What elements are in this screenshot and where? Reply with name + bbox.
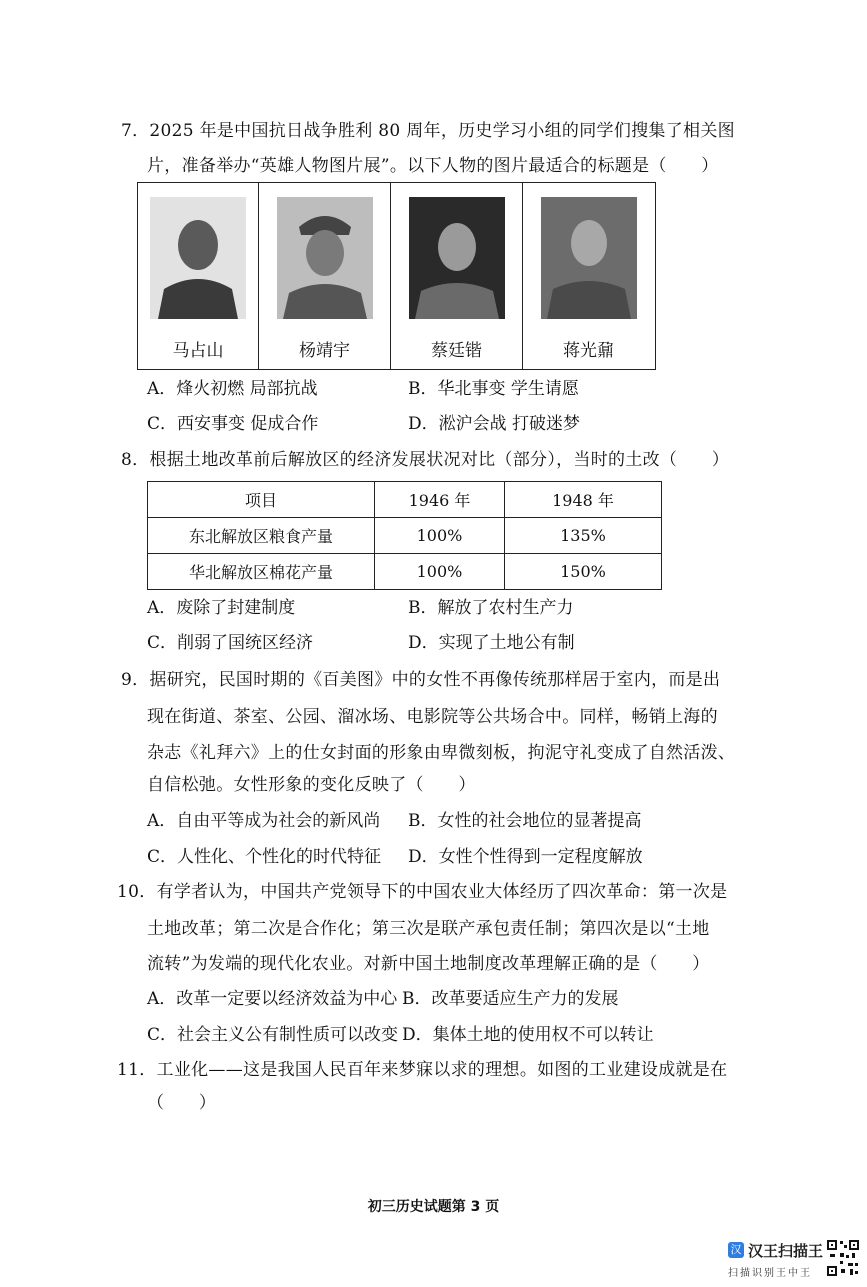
watermark-title: 汉王扫描王: [748, 1242, 824, 1260]
q7-option-c[interactable]: C．西安事变 促成合作: [147, 414, 319, 434]
portrait-photo-2: [277, 197, 373, 319]
table-cell: 100%: [375, 554, 505, 590]
page-footer: 初三历史试题第 3 页: [367, 1199, 500, 1215]
q9-stem-line4: 自信松弛。女性形象的变化反映了（ ）: [147, 775, 476, 795]
portrait-photo-4: [541, 197, 637, 319]
q9-option-a[interactable]: A．自由平等成为社会的新风尚: [147, 811, 381, 831]
person-name-2: 杨靖宇: [299, 341, 350, 361]
q7-photo-table: [137, 182, 656, 370]
q7-stem-line2: 片，准备举办“英雄人物图片展”。以下人物的图片最适合的标题是（ ）: [147, 156, 719, 176]
scanner-logo-icon: 汉: [728, 1242, 744, 1258]
q8-stem-line1: 8．根据土地改革前后解放区的经济发展状况对比（部分），当时的土改（ ）: [121, 450, 730, 470]
portrait-photo-1: [150, 197, 246, 319]
table-row: [148, 554, 662, 590]
person-name-4: 蒋光鼐: [563, 341, 614, 361]
q7-option-a[interactable]: A．烽火初燃 局部抗战: [147, 379, 318, 399]
q9-stem-line2: 现在街道、茶室、公园、溜冰场、电影院等公共场合中。同样，畅销上海的: [147, 707, 718, 727]
q9-stem-line3: 杂志《礼拜六》上的仕女封面的形象由卑微刻板，拘泥守礼变成了自然活泼、: [147, 743, 736, 763]
q7-option-b[interactable]: B．华北事变 学生请愿: [408, 379, 579, 399]
person-name-3: 蔡廷锴: [431, 341, 482, 361]
q9-option-d[interactable]: D．女性个性得到一定程度解放: [408, 847, 643, 867]
photo-cell-4: [523, 183, 654, 369]
q10-stem-line2: 土地改革；第二次是合作化；第三次是联产承包责任制；第四次是以“土地: [147, 919, 710, 939]
q8-option-c[interactable]: C．削弱了国统区经济: [147, 633, 314, 653]
table-header-cell: 项目: [148, 482, 375, 518]
person-name-1: 马占山: [172, 341, 224, 361]
q9-stem-line1: 9．据研究，民国时期的《百美图》中的女性不再像传统那样居于室内，而是出: [121, 670, 721, 690]
qr-code-icon: [826, 1239, 860, 1277]
portrait-photo-3: [409, 197, 505, 319]
photo-cell-2: [259, 183, 391, 369]
q9-option-b[interactable]: B．女性的社会地位的显著提高: [408, 811, 642, 831]
q10-option-d[interactable]: D．集体土地的使用权不可以转让: [402, 1025, 654, 1045]
q10-option-b[interactable]: B．改革要适应生产力的发展: [402, 989, 619, 1009]
q7-option-d[interactable]: D．淞沪会战 打破迷梦: [408, 414, 581, 434]
q9-option-c[interactable]: C．人性化、个性化的时代特征: [147, 847, 382, 867]
table-header-row: [148, 482, 662, 518]
scanner-watermark: [726, 1239, 860, 1283]
q8-option-a[interactable]: A．废除了封建制度: [147, 598, 296, 618]
q8-data-table: [147, 481, 662, 590]
table-cell: 150%: [505, 554, 662, 590]
q10-option-a[interactable]: A．改革一定要以经济效益为中心: [147, 989, 398, 1009]
q10-stem-line3: 流转”为发端的现代化农业。对新中国土地制度改革理解正确的是（ ）: [147, 954, 710, 974]
table-row: [148, 518, 662, 554]
q10-stem-line1: 10．有学者认为，中国共产党领导下的中国农业大体经历了四次革命：第一次是: [117, 882, 728, 902]
q8-option-d[interactable]: D．实现了土地公有制: [408, 633, 575, 653]
q8-option-b[interactable]: B．解放了农村生产力: [408, 598, 574, 618]
photo-cell-1: [138, 183, 259, 369]
q11-stem-line1: 11．工业化——这是我国人民百年来梦寐以求的理想。如图的工业建设成就是在: [117, 1060, 728, 1080]
table-cell: 东北解放区粮食产量: [148, 518, 375, 554]
q7-stem-line1: 7．2025 年是中国抗日战争胜利 80 周年，历史学习小组的同学们搜集了相关图: [121, 121, 735, 141]
table-cell: 100%: [375, 518, 505, 554]
table-header-cell: 1946 年: [375, 482, 505, 518]
q10-option-c[interactable]: C．社会主义公有制性质可以改变: [147, 1025, 399, 1045]
table-cell: 135%: [505, 518, 662, 554]
table-header-cell: 1948 年: [505, 482, 662, 518]
photo-cell-3: [391, 183, 523, 369]
q11-stem-line2: （ ）: [147, 1093, 217, 1113]
table-cell: 华北解放区棉花产量: [148, 554, 375, 590]
watermark-subtitle: 扫描识别王中王: [728, 1268, 812, 1279]
